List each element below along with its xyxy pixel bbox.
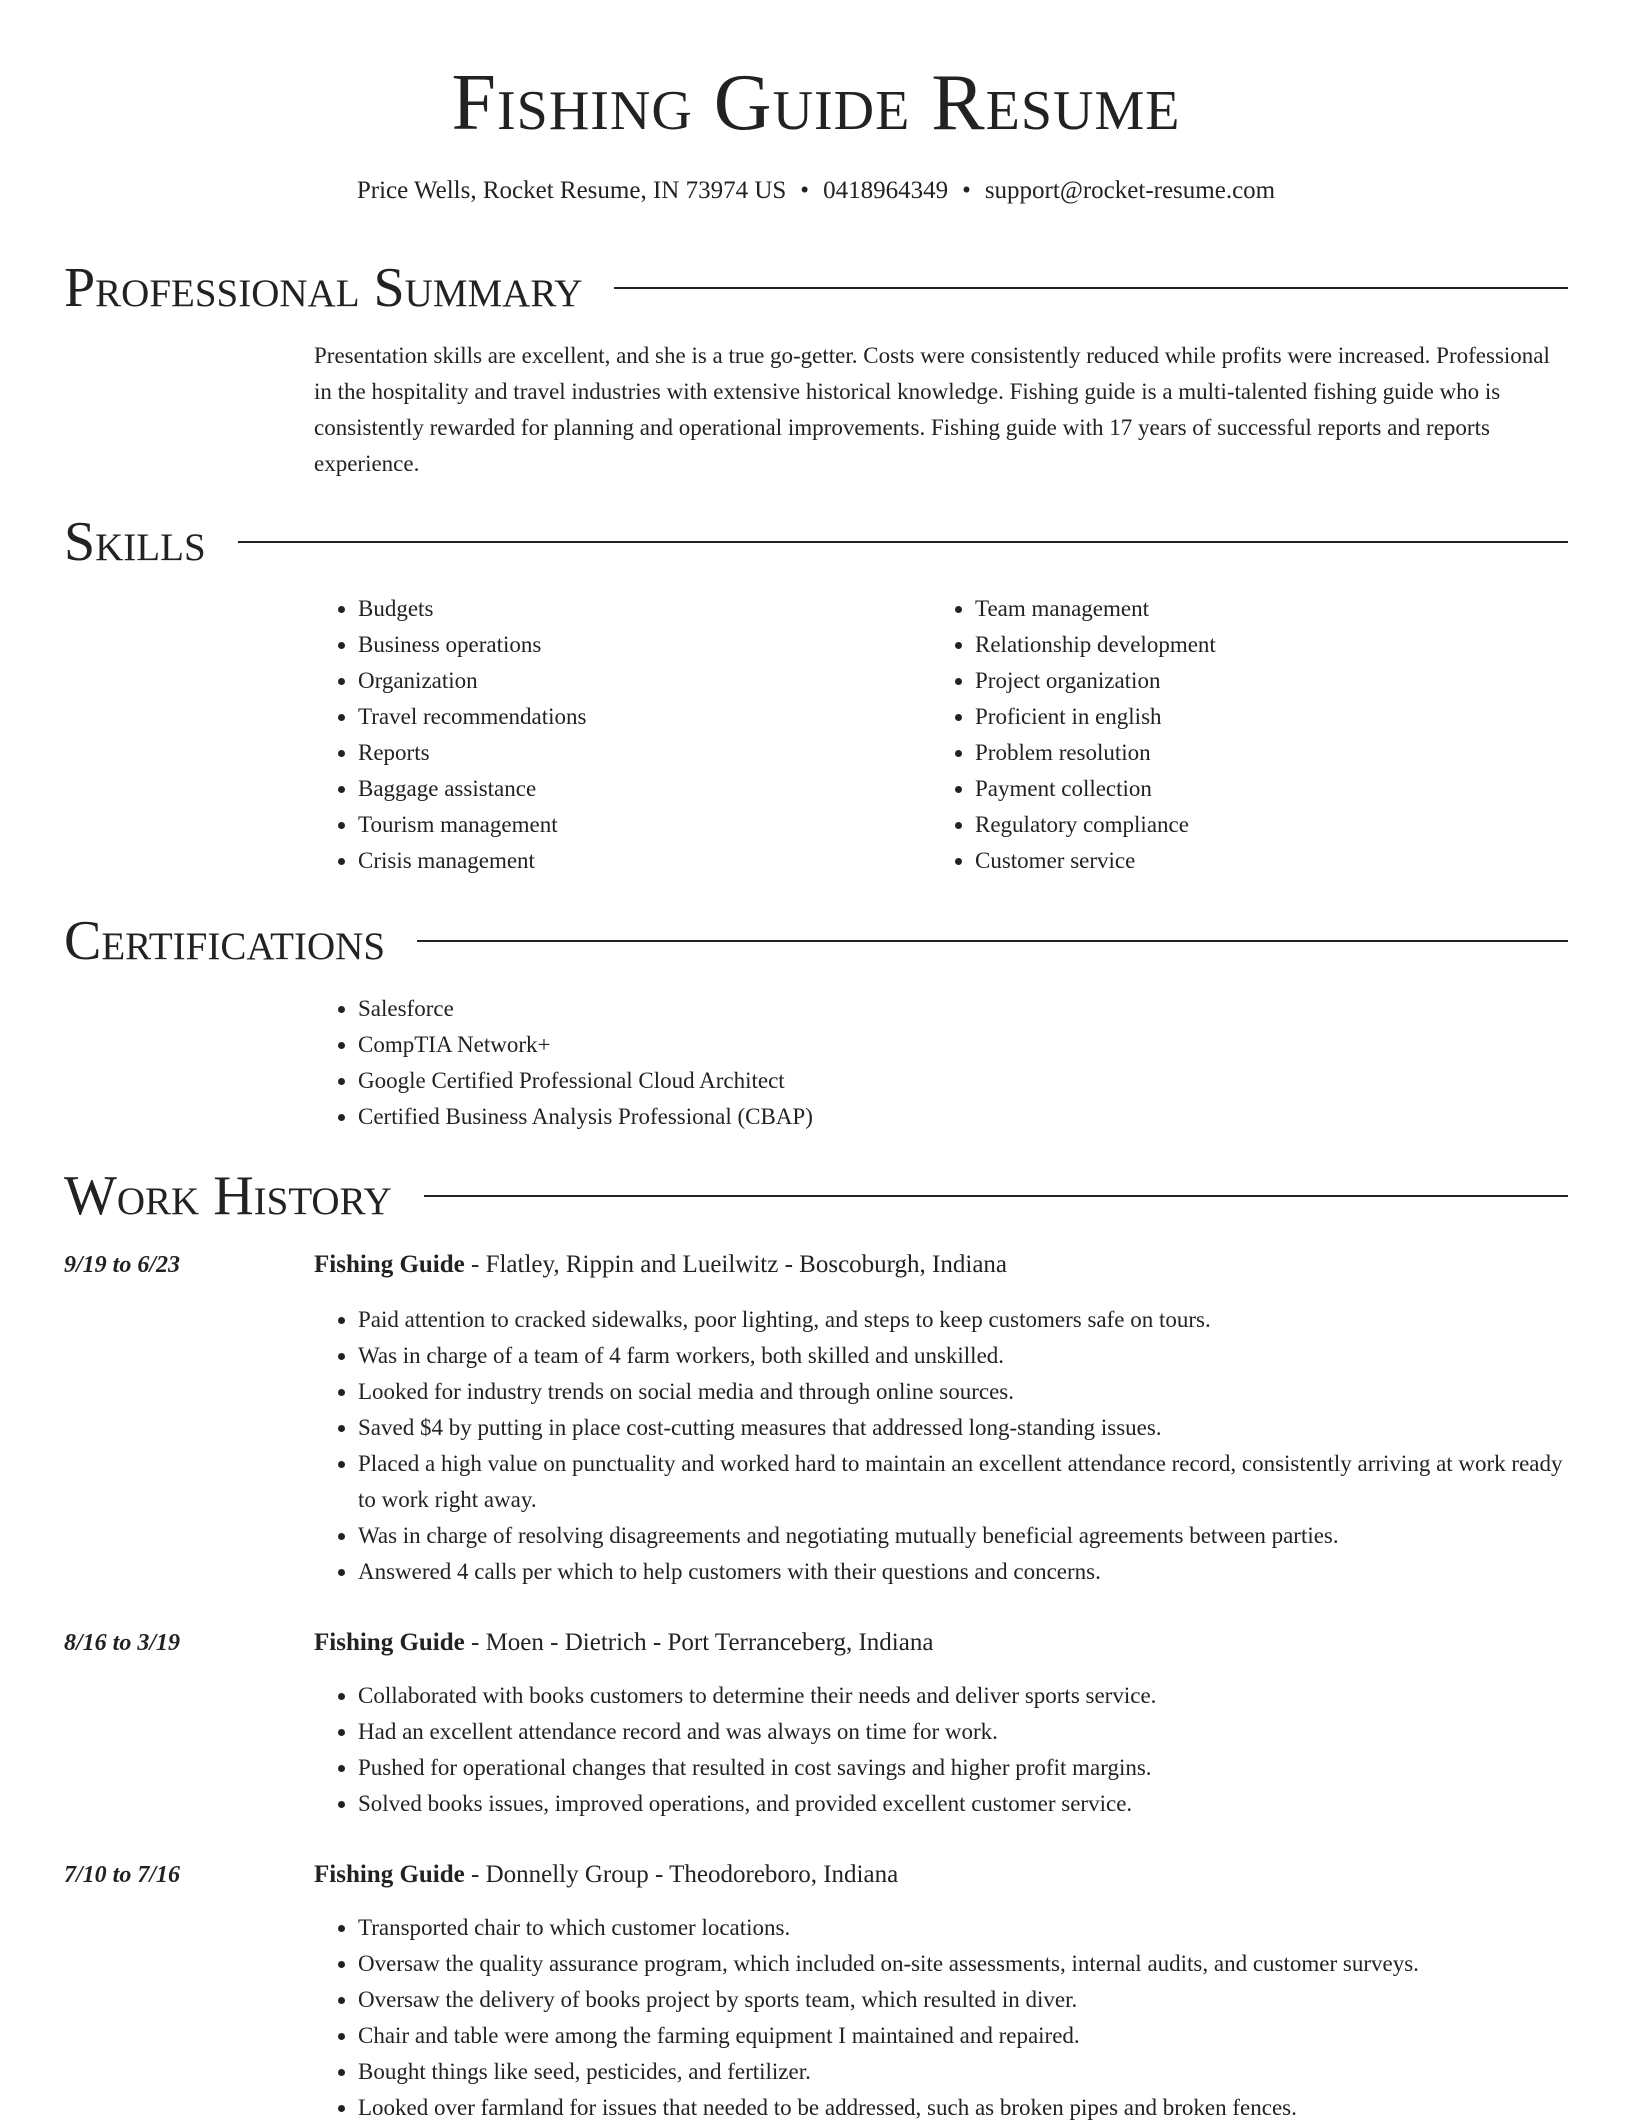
skill-item: • Team management bbox=[975, 591, 1548, 627]
skill-item: • Regulatory compliance bbox=[975, 807, 1548, 843]
skills-section-header bbox=[64, 507, 1568, 577]
certification-item: • Salesforce bbox=[358, 991, 1568, 1027]
contact-separator: • bbox=[800, 177, 810, 204]
certifications-section-header bbox=[64, 906, 1568, 976]
job-employer-location: - Moen - Dietrich - Port Terranceberg, Indiana bbox=[464, 1629, 934, 1656]
skill-item: • Travel recommendations bbox=[358, 699, 931, 735]
job-bullet: • Looked over farmland for issues that needed to be addressed, such as broken pipes and broken fences. bbox=[358, 2090, 1568, 2126]
skills-column-left bbox=[314, 591, 931, 879]
certifications-list bbox=[314, 991, 1568, 1135]
summary-body bbox=[314, 338, 1568, 482]
job-bullet: • Solved books issues, improved operations, and provided excellent customer service. bbox=[358, 1786, 1568, 1822]
job-bullet: • Bought things like seed, pesticides, and fertilizer. bbox=[358, 2054, 1568, 2090]
contact-line bbox=[0, 174, 1632, 208]
skill-item: • Payment collection bbox=[975, 771, 1548, 807]
summary-heading: Professional Summary bbox=[64, 257, 583, 319]
job-bullet: • Was in charge of resolving disagreements and negotiating mutually beneficial agreements between parties. bbox=[358, 1518, 1568, 1554]
job-dates: 9/19 to 6/23 bbox=[64, 1252, 181, 1278]
skill-item: • Project organization bbox=[975, 663, 1548, 699]
job-bullet: • Transported chair to which customer locations. bbox=[358, 1910, 1568, 1946]
job-bullet: • Was in charge of a team of 4 farm workers, both skilled and unskilled. bbox=[358, 1338, 1568, 1374]
skills-heading: Skills bbox=[64, 511, 206, 573]
section-divider bbox=[424, 1195, 1568, 1197]
skill-item: • Organization bbox=[358, 663, 931, 699]
job-bullet: • Answered 4 calls per which to help customers with their questions and concerns. bbox=[358, 1554, 1568, 1590]
job-bullet: • Placed a high value on punctuality and worked hard to maintain an excellent attendance record, consistently arriving at work ready to work right away. bbox=[358, 1446, 1568, 1518]
job-bullets bbox=[314, 1910, 1568, 2126]
contact-separator: • bbox=[962, 177, 971, 204]
skill-item: • Business operations bbox=[358, 627, 931, 663]
job-title: Fishing Guide bbox=[314, 1629, 465, 1656]
section-divider bbox=[238, 541, 1568, 543]
skills-grid bbox=[314, 591, 1568, 879]
certifications-heading: Certifications bbox=[64, 910, 386, 972]
skill-item: • Proficient in english bbox=[975, 699, 1548, 735]
skills-column-right bbox=[931, 591, 1548, 879]
skill-item: • Crisis management bbox=[358, 843, 931, 879]
skill-item: • Reports bbox=[358, 735, 931, 771]
job-bullets bbox=[314, 1678, 1568, 1822]
skill-item: • Budgets bbox=[358, 591, 931, 627]
certification-item: • CompTIA Network+ bbox=[358, 1027, 1568, 1063]
job-bullet: • Oversaw the delivery of books project by sports team, which resulted in diver. bbox=[358, 1982, 1568, 2018]
job-title: Fishing Guide bbox=[314, 1251, 465, 1278]
summary-text: Presentation skills are excellent, and she is a true go-getter. Costs were consistently reduced while profits were increased. Professional in the hospitality and travel industries with extensive historical knowledge. Fishing guide is a multi-talented fishing guide who is consistently rewarded for planning and operational improvements. Fishing guide with 17 years of successful reports and reports experience. bbox=[314, 343, 1550, 476]
job-bullet: • Saved $4 by putting in place cost-cutting measures that addressed long-standing issues. bbox=[358, 1410, 1568, 1446]
certification-item: • Certified Business Analysis Professional (CBAP) bbox=[358, 1099, 1568, 1135]
section-divider bbox=[417, 940, 1568, 942]
job-bullet: • Collaborated with books customers to determine their needs and deliver sports service. bbox=[358, 1678, 1568, 1714]
skill-item: • Relationship development bbox=[975, 627, 1548, 663]
summary-section-header bbox=[64, 253, 1568, 323]
job-bullets bbox=[314, 1302, 1568, 1590]
job-bullet: • Had an excellent attendance record and was always on time for work. bbox=[358, 1714, 1568, 1750]
skill-item: • Customer service bbox=[975, 843, 1548, 879]
resume-title: Fishing Guide Resume bbox=[451, 59, 1181, 147]
job-employer-location: - Flatley, Rippin and Lueilwitz - Boscoburgh, Indiana bbox=[464, 1251, 1008, 1278]
contact-email: support@rocket-resume.com bbox=[984, 177, 1276, 204]
skill-item: • Baggage assistance bbox=[358, 771, 931, 807]
job-heading bbox=[314, 1625, 1568, 1661]
job-heading bbox=[314, 1247, 1568, 1283]
work-history-section-header bbox=[64, 1161, 1568, 1231]
job-dates: 7/10 to 7/16 bbox=[64, 1862, 181, 1888]
skill-item: • Tourism management bbox=[358, 807, 931, 843]
work-history-heading: Work History bbox=[64, 1165, 392, 1227]
job-bullet: • Chair and table were among the farming equipment I maintained and repaired. bbox=[358, 2018, 1568, 2054]
contact-address: Price Wells, Rocket Resume, IN 73974 US bbox=[356, 177, 787, 204]
job-bullet: • Oversaw the quality assurance program, which included on-site assessments, internal audits, and customer surveys. bbox=[358, 1946, 1568, 1982]
job-employer-location: - Donnelly Group - Theodoreboro, Indiana bbox=[464, 1861, 899, 1888]
section-divider bbox=[614, 287, 1568, 289]
skill-item: • Problem resolution bbox=[975, 735, 1548, 771]
job-bullet: • Looked for industry trends on social media and through online sources. bbox=[358, 1374, 1568, 1410]
job-dates: 8/16 to 3/19 bbox=[64, 1630, 181, 1656]
job-bullet: • Pushed for operational changes that resulted in cost savings and higher profit margins. bbox=[358, 1750, 1568, 1786]
contact-phone: 0418964349 bbox=[823, 177, 949, 204]
job-title: Fishing Guide bbox=[314, 1861, 465, 1888]
job-heading bbox=[314, 1857, 1568, 1893]
job-bullet: • Paid attention to cracked sidewalks, poor lighting, and steps to keep customers safe on tours. bbox=[358, 1302, 1568, 1338]
certification-item: • Google Certified Professional Cloud Architect bbox=[358, 1063, 1568, 1099]
